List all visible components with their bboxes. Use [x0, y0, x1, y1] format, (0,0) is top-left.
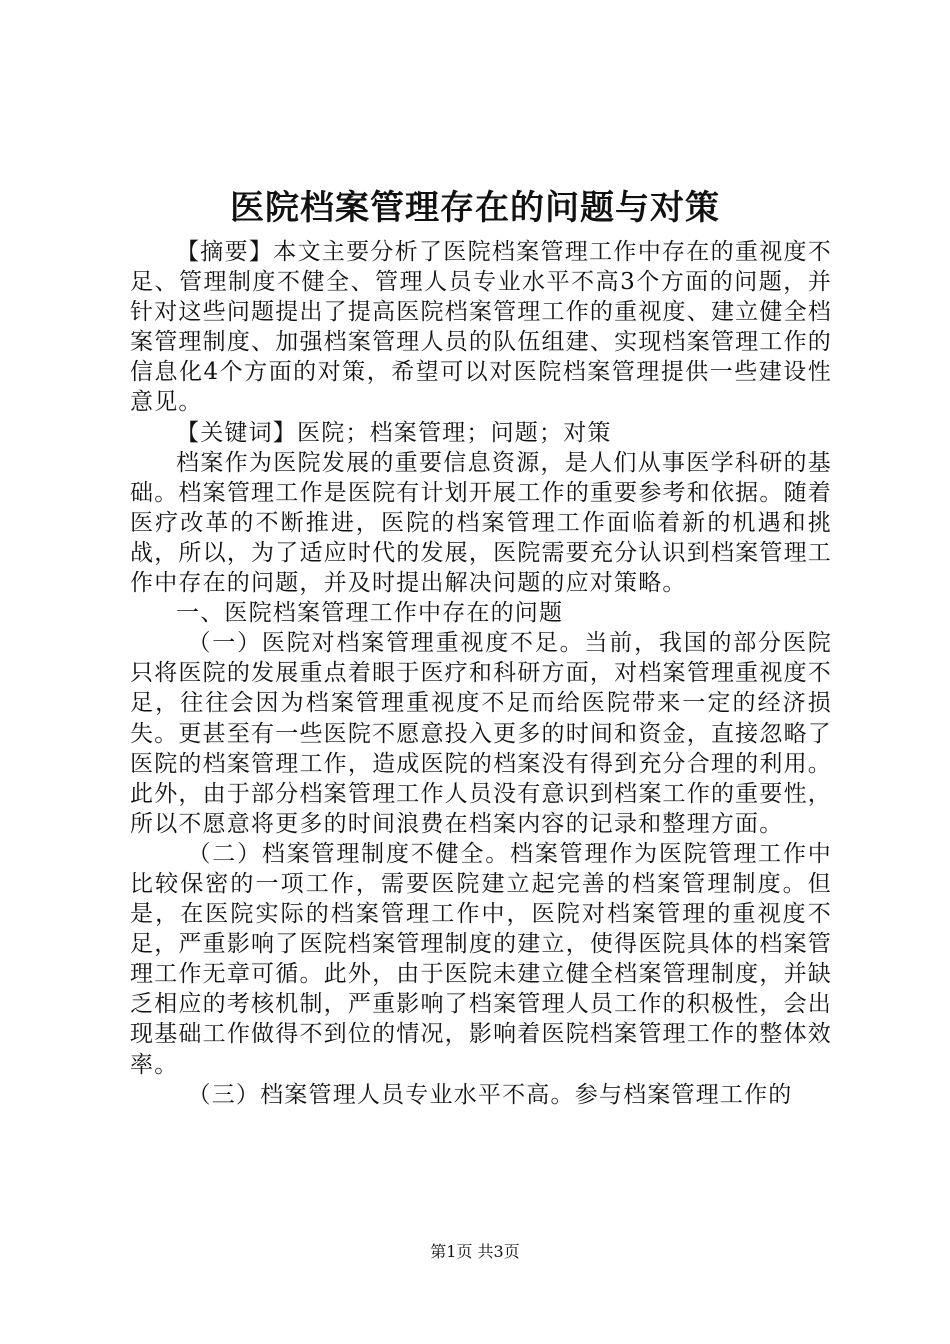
- body-paragraph: （三）档案管理人员专业水平不高。参与档案管理工作的: [187, 1081, 793, 1108]
- intro-paragraph: 档案作为医院发展的重要信息资源，是人们从事医学科研的基础。档案管理工作是医院有计划开展工作的重要参考和依据。随着医疗改革的不断推进，医院的档案管理工作面临着新的机遇和挑战，所以，为了适应时代的发展，医院需要充分认识到档案管理工作中存在的问题，并及时提出解决问题的应对策略。: [130, 449, 832, 597]
- page-footer: 第1页 共3页: [430, 1242, 520, 1261]
- abstract-paragraph: 【摘要】本文主要分析了医院档案管理工作中存在的重视度不足、管理制度不健全、管理人员专业水平不高3个方面的问题，并针对这些问题提出了提高医院档案管理工作的重视度、建立健全档案管理制度、加强档案管理人员的队伍组建、实现档案管理工作的信息化4个方面的对策，希望可以对医院档案管理提供一些建设性意见。: [130, 239, 832, 416]
- body-paragraph: （二）档案管理制度不健全。档案管理作为医院管理工作中比较保密的一项工作，需要医院建立起完善的档案管理制度。但是，在医院实际的档案管理工作中，医院对档案管理的重视度不足，严重影响了医院档案管理制度的建立，使得医院具体的档案管理工作无章可循。此外，由于医院未建立健全档案管理制度，并缺乏相应的考核机制，严重影响了档案管理人员工作的积极性，会出现基础工作做得不到位的情况，影响着医院档案管理工作的整体效率。: [130, 840, 832, 1078]
- section-heading: 一、医院档案管理工作中存在的问题: [176, 600, 564, 627]
- keywords-paragraph: 【关键词】医院；档案管理；问题；对策: [176, 419, 612, 446]
- body-paragraph: （一）医院对档案管理重视度不足。当前，我国的部分医院只将医院的发展重点着眼于医疗和科研方面，对档案管理重视度不足，往往会因为档案管理重视度不足而给医院带来一定的经济损失。更甚至有一些医院不愿意投入更多的时间和资金，直接忽略了医院的档案管理工作，造成医院的档案没有得到充分合理的利用。此外，由于部分档案管理工作人员没有意识到档案工作的重要性，所以不愿意将更多的时间浪费在档案内容的记录和整理方面。: [130, 630, 832, 837]
- document-title: 医院档案管理存在的问题与对策: [230, 188, 720, 228]
- document-body: [130, 237, 832, 1110]
